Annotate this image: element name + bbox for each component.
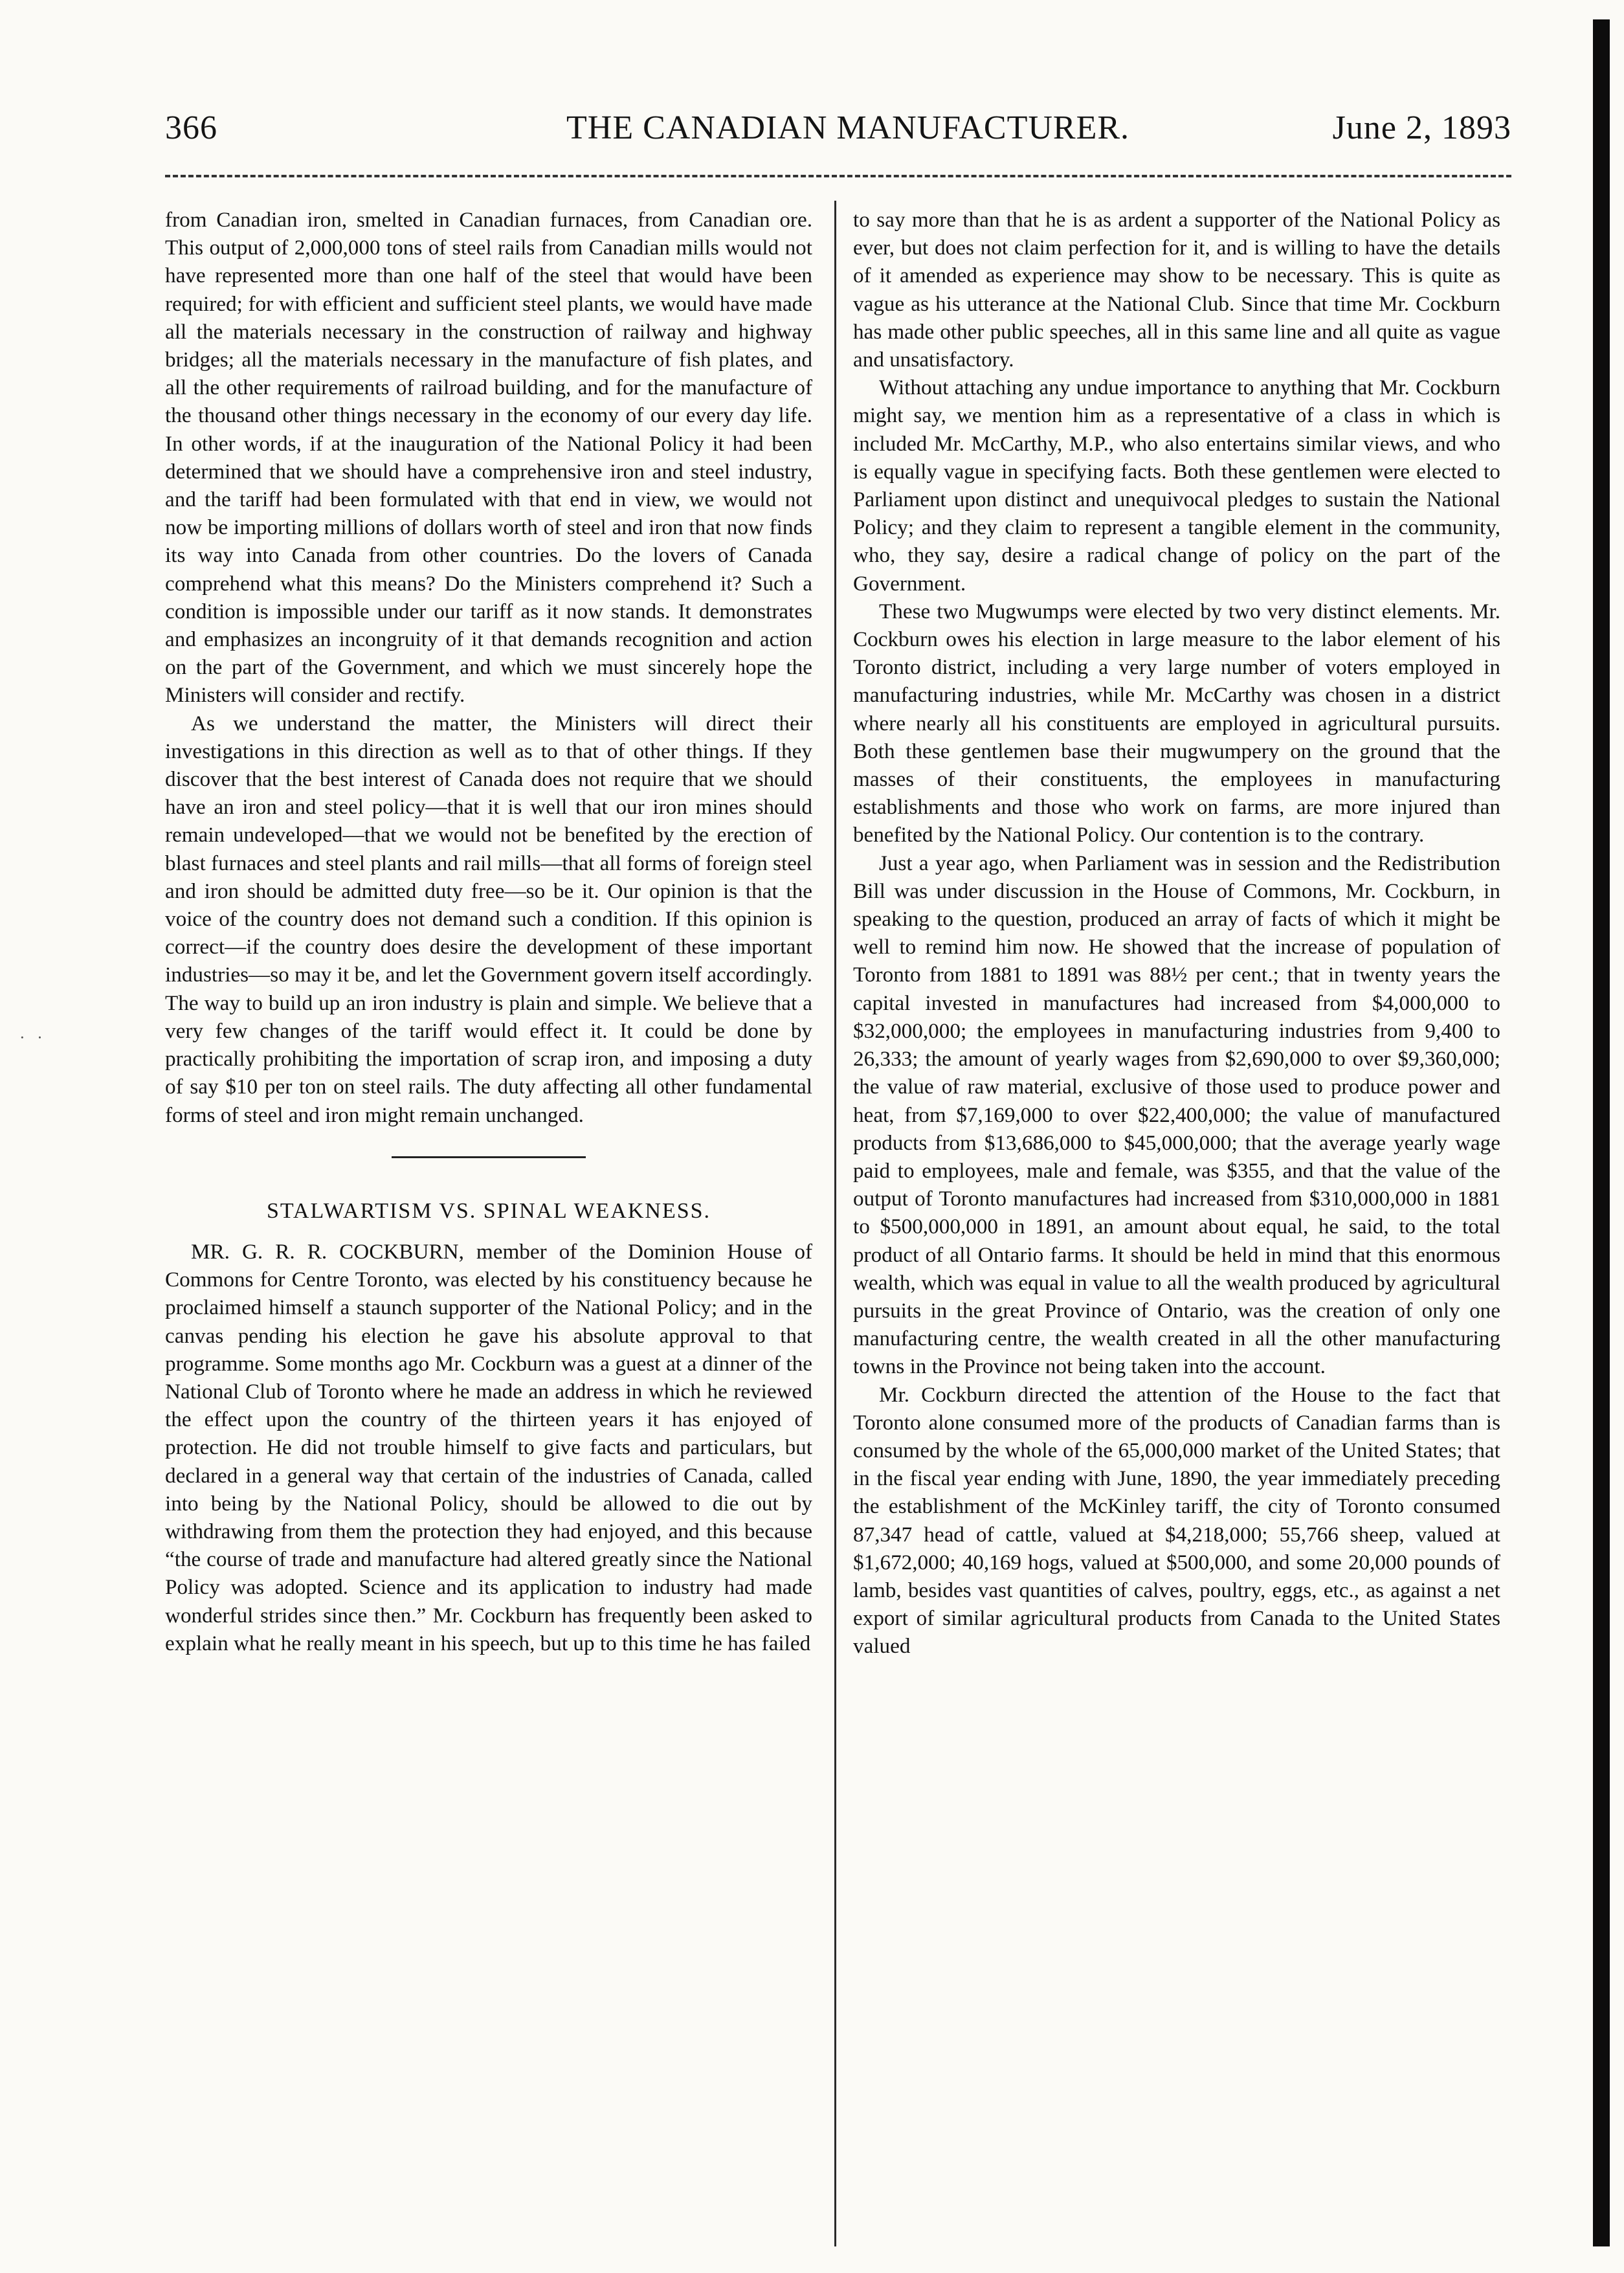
margin-mark: · · xyxy=(19,1028,47,1047)
article-paragraph: MR. G. R. R. COCKBURN, member of the Dominion House of Commons for Centre Toronto, was elected by his constituency because he proclaimed himself a staunch supporter of the National Policy; and in the canvas pending his election he gave his absolute approval to that programme. Some months ago Mr. Cockburn was a guest at a dinner of the National Club of Toronto where he made an address in which he reviewed the effect upon the country of the thirteen years it has enjoyed of protection. He did not trouble himself to give facts and particulars, but declared in a general way that certain of the industries of Canada, called into being by the National Policy, should be allowed to die out by withdrawing from them the protection they had enjoyed, and this because “the course of trade and manufacture had altered greatly since the National Policy was adopted. Science and its application to industry had made wonderful strides since then.” Mr. Cockburn has frequently been asked to explain what he really meant in his speech, but up to this time he has failed xyxy=(165,1239,812,1655)
header-rule xyxy=(165,175,1511,177)
page-header xyxy=(165,109,1511,161)
column-divider xyxy=(834,201,836,2246)
article-paragraph: Without attaching any undue importance to anything that Mr. Cockburn might say, we mention him as a representative of a class in which is included Mr. McCarthy, M.P., who also entertains similar views, and who is equally vague in specifying facts. Both these gentlemen were elected to Parliament upon distinct and unequivocal pledges to sustain the National Policy; and they claim to represent a tangible element in the community, who, they say, desire a radical change of policy on the part of the Government. xyxy=(853,375,1500,596)
article-paragraph: from Canadian iron, smelted in Canadian furnaces, from Canadian ore. This output of 2,000,000 tons of steel rails from Canadian mills would not have represented more than one half of the steel that would have been required; for with efficient and sufficient steel plants, we would have made all the materials necessary in the construction of railway and highway bridges; all the materials necessary in the manufacture of fish plates, and all the other requirements of railroad building, and for the manufacture of the thousand other things necessary in the economy of our every day life. In other words, if at the inauguration of the National Policy it had been determined that we should have a comprehensive iron and steel industry, and the tariff had been formulated with that end in view, we would not now be importing millions of dollars worth of steel and iron that now finds its way into Canada from other countries. Do the lovers of Canada comprehend what this means? Do the Ministers comprehend it? Such a condition is impossible under our tariff as it now stands. It demonstrates and emphasizes an incongruity of it that demands recognition and action on the part of the Government, and which we must sincerely hope the Ministers will consider and rectify. xyxy=(165,208,812,708)
article-paragraph: As we understand the matter, the Ministers will direct their investigations in this direction as well as to that of other things. If they discover that the best interest of Canada does not require that we should have an iron and steel policy—that it is well that our iron mines should remain undeveloped—that we would not be benefited by the erection of blast furnaces and steel plants and rail mills—that all forms of foreign steel and iron should be admitted duty free—so be it. Our opinion is that the voice of the country does not demand such a condition. If this opinion is correct—if the country does desire the development of these important industries—so may it be, and let the Government govern itself accordingly. The way to build up an iron industry is plain and simple. We believe that a very few changes of the tariff would effect it. It could be done by practically prohibiting the importation of scrap iron, and imposing a duty of say $10 per ton on steel rails. The duty affecting all other fundamental forms of steel and iron might remain unchanged. xyxy=(165,711,812,1127)
left-column xyxy=(165,206,812,1657)
issue-date: June 2, 1893 xyxy=(1332,109,1511,146)
page-number: 366 xyxy=(165,109,217,146)
section-heading: STALWARTISM VS. SPINAL WEAKNESS. xyxy=(266,1198,711,1223)
right-column xyxy=(853,206,1500,1661)
journal-title: THE CANADIAN MANUFACTURER. xyxy=(566,109,1130,146)
article-paragraph: to say more than that he is as ardent a supporter of the National Policy as ever, but does not claim perfection for it, and is willing to have the details of it amended as experience may show to be necessary. This is quite as vague as his utterance at the National Club. Since that time Mr. Cockburn has made other public speeches, all in this same line and all quite as vague and unsatisfactory. xyxy=(853,208,1500,372)
page-binding-edge xyxy=(1593,19,1610,2246)
article-paragraph: Mr. Cockburn directed the attention of the House to the fact that Toronto alone consumed more of the products of Canadian farms than is consumed by the whole of the 65,000,000 market of the United States; that in the fiscal year ending with June, 1890, the year immediately preceding the establishment of the McKinley tariff, the city of Toronto consumed 87,347 head of cattle, valued at $4,218,000; 55,766 sheep, valued at $1,672,000; 40,169 hogs, valued at $500,000, and some 20,000 pounds of lamb, besides vast quantities of calves, poultry, eggs, etc., as against a net export of similar agricultural products from Canada to the United States valued xyxy=(853,1382,1500,1659)
article-paragraph: These two Mugwumps were elected by two very distinct elements. Mr. Cockburn owes his election in large measure to the labor element of his Toronto district, including a very large number of voters employed in manufacturing industries, while Mr. McCarthy was chosen in a district where nearly all his constituents are employed in agricultural pursuits. Both these gentlemen base their mugwumpery on the ground that the masses of their constituents, the employees in manufacturing establishments and those who work on farms, are more injured than benefited by the National Policy. Our contention is to the contrary. xyxy=(853,599,1500,847)
article-paragraph: Just a year ago, when Parliament was in session and the Redistribution Bill was under discussion in the House of Commons, Mr. Cockburn, in speaking to the question, produced an array of facts of which it might be well to remind him now. He showed that the increase of population of Toronto from 1881 to 1891 was 88½ per cent.; that in twenty years the capital invested in manufactures had increased from $4,000,000 to $32,000,000; the employees in manufacturing industries from 9,400 to 26,333; the amount of yearly wages from $2,690,000 to over $9,360,000; the value of raw material, exclusive of those used to produce power and heat, from $7,169,000 to over $22,400,000; the value of manufactured products from $13,686,000 to $45,000,000; that the average yearly wage paid to employees, male and female, was $355, and that the value of the output of Toronto manufactures had increased from $310,000,000 in 1881 to $500,000,000 in 1891, an amount about equal, he said, to the total product of all Ontario farms. It should be held in mind that this enormous wealth, which was equal in value to all the wealth produced by agricultural pursuits in the great Province of Ontario, was the creation of only one manufacturing centre, the wealth created in all the other manufacturing towns in the Province not being taken into the account. xyxy=(853,851,1500,1379)
section-divider xyxy=(392,1156,586,1158)
